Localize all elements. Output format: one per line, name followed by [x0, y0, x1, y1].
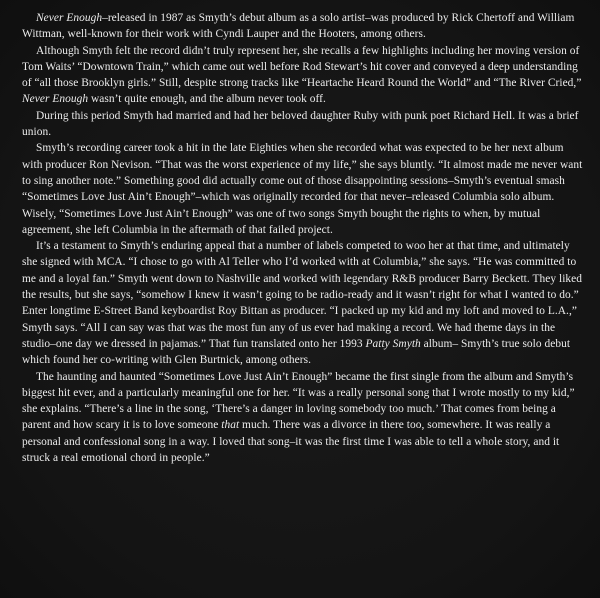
paragraph-5: [22, 238, 585, 368]
paragraph-5-text-b: album– Smyth’s true solo debut which found her co-writing with Glen Burtnick, among others.: [22, 337, 571, 367]
paragraph-3: [22, 108, 585, 141]
emphasis-that: that: [221, 419, 240, 432]
paragraph-2: [22, 43, 585, 108]
paragraph-6-text-b: much. There was a divorce in there too, somewhere. It was really a personal and confessional song in a way. I loved that song–it was the first time I was able to tell a whole story, and it struck a real emotional chord in people.”: [22, 419, 560, 465]
paragraph-5-text-a: It’s a testament to Smyth’s enduring appeal that a number of labels competed to woo her at that time, and ultimately she signed with MCA. “I chose to go with Al Teller who I’d worked with at Columbia,” she says. “He was committed to me and a loyal fan.” Smyth went down to Nashville and worked with legendary R&B producer Barry Beckett. They liked the results, but she says, “somehow I knew it wasn’t going to be radio-ready and it wasn’t right for what I wanted to do.” Enter longtime E-Street Band keyboardist Roy Bittan as producer. “I packed up my kid and my loft and moved to L.A.,” Smyth says. “All I can say was that was the most fun any of us ever had making a record. We had theme days in the studio–one day we dressed in pajamas.” That fun translated onto her 1993: [22, 240, 583, 350]
paragraph-2-text-a: Although Smyth felt the record didn’t truly represent her, she recalls a few highlights including her moving version of Tom Waits’ “Downtown Train,” which came out well before Rod Stewart’s hit cover and conveyed a deep understanding of “all those Brooklyn girls.” Still, despite strong tracks like “Heartache Heard Round the World” and “The River Cried,”: [22, 44, 582, 90]
paragraph-6-text-a: The haunting and haunted “Sometimes Love Just Ain’t Enough” became the first single from the album and Smyth’s biggest hit ever, and a particularly meaningful one for her. “It was a really personal song that I wrote mostly to my kid,” she explains. “There’s a line in the song, ‘There’s a danger in loving somebody too much.’ That comes from being a parent and how scary it is to love someone: [22, 370, 575, 432]
liner-notes-text: [22, 10, 585, 466]
paragraph-1-text: –released in 1987 as Smyth’s debut album as a solo artist–was produced by Rick Chertoff and William Wittman, well-known for their work with Cyndi Lauper and the Hooters, among others.: [22, 12, 575, 41]
paragraph-2-text-b: wasn’t quite enough, and the album never took off.: [88, 93, 326, 106]
paragraph-1: [22, 10, 585, 43]
album-title-patty-smyth: Patty Smyth: [365, 337, 421, 350]
paragraph-6: [22, 369, 585, 467]
paragraph-4: [22, 140, 585, 238]
album-title-never-enough: Never Enough: [22, 93, 89, 106]
album-title-never-enough: Never Enough: [36, 12, 103, 24]
paragraph-3-text: During this period Smyth had married and had her beloved daughter Ruby with punk poet Richard Hell. It was a brief union.: [22, 109, 579, 139]
paragraph-4-text: Smyth’s recording career took a hit in the late Eighties when she recorded what was expected to be her next album with producer Ron Nevison. “That was the worst experience of my life,” she says bluntly. “It almost made me never want to sing another note.” Something good did actually come out of those disappointing sessions–Smyth’s eventual smash “Sometimes Love Just Ain’t Enough”–which was originally recorded for that never–released Columbia solo album. Wisely, “Sometimes Love Just Ain’t Enough” was one of two songs Smyth bought the rights to when, by mutual agreement, she left Columbia in the aftermath of that failed project.: [22, 142, 583, 236]
